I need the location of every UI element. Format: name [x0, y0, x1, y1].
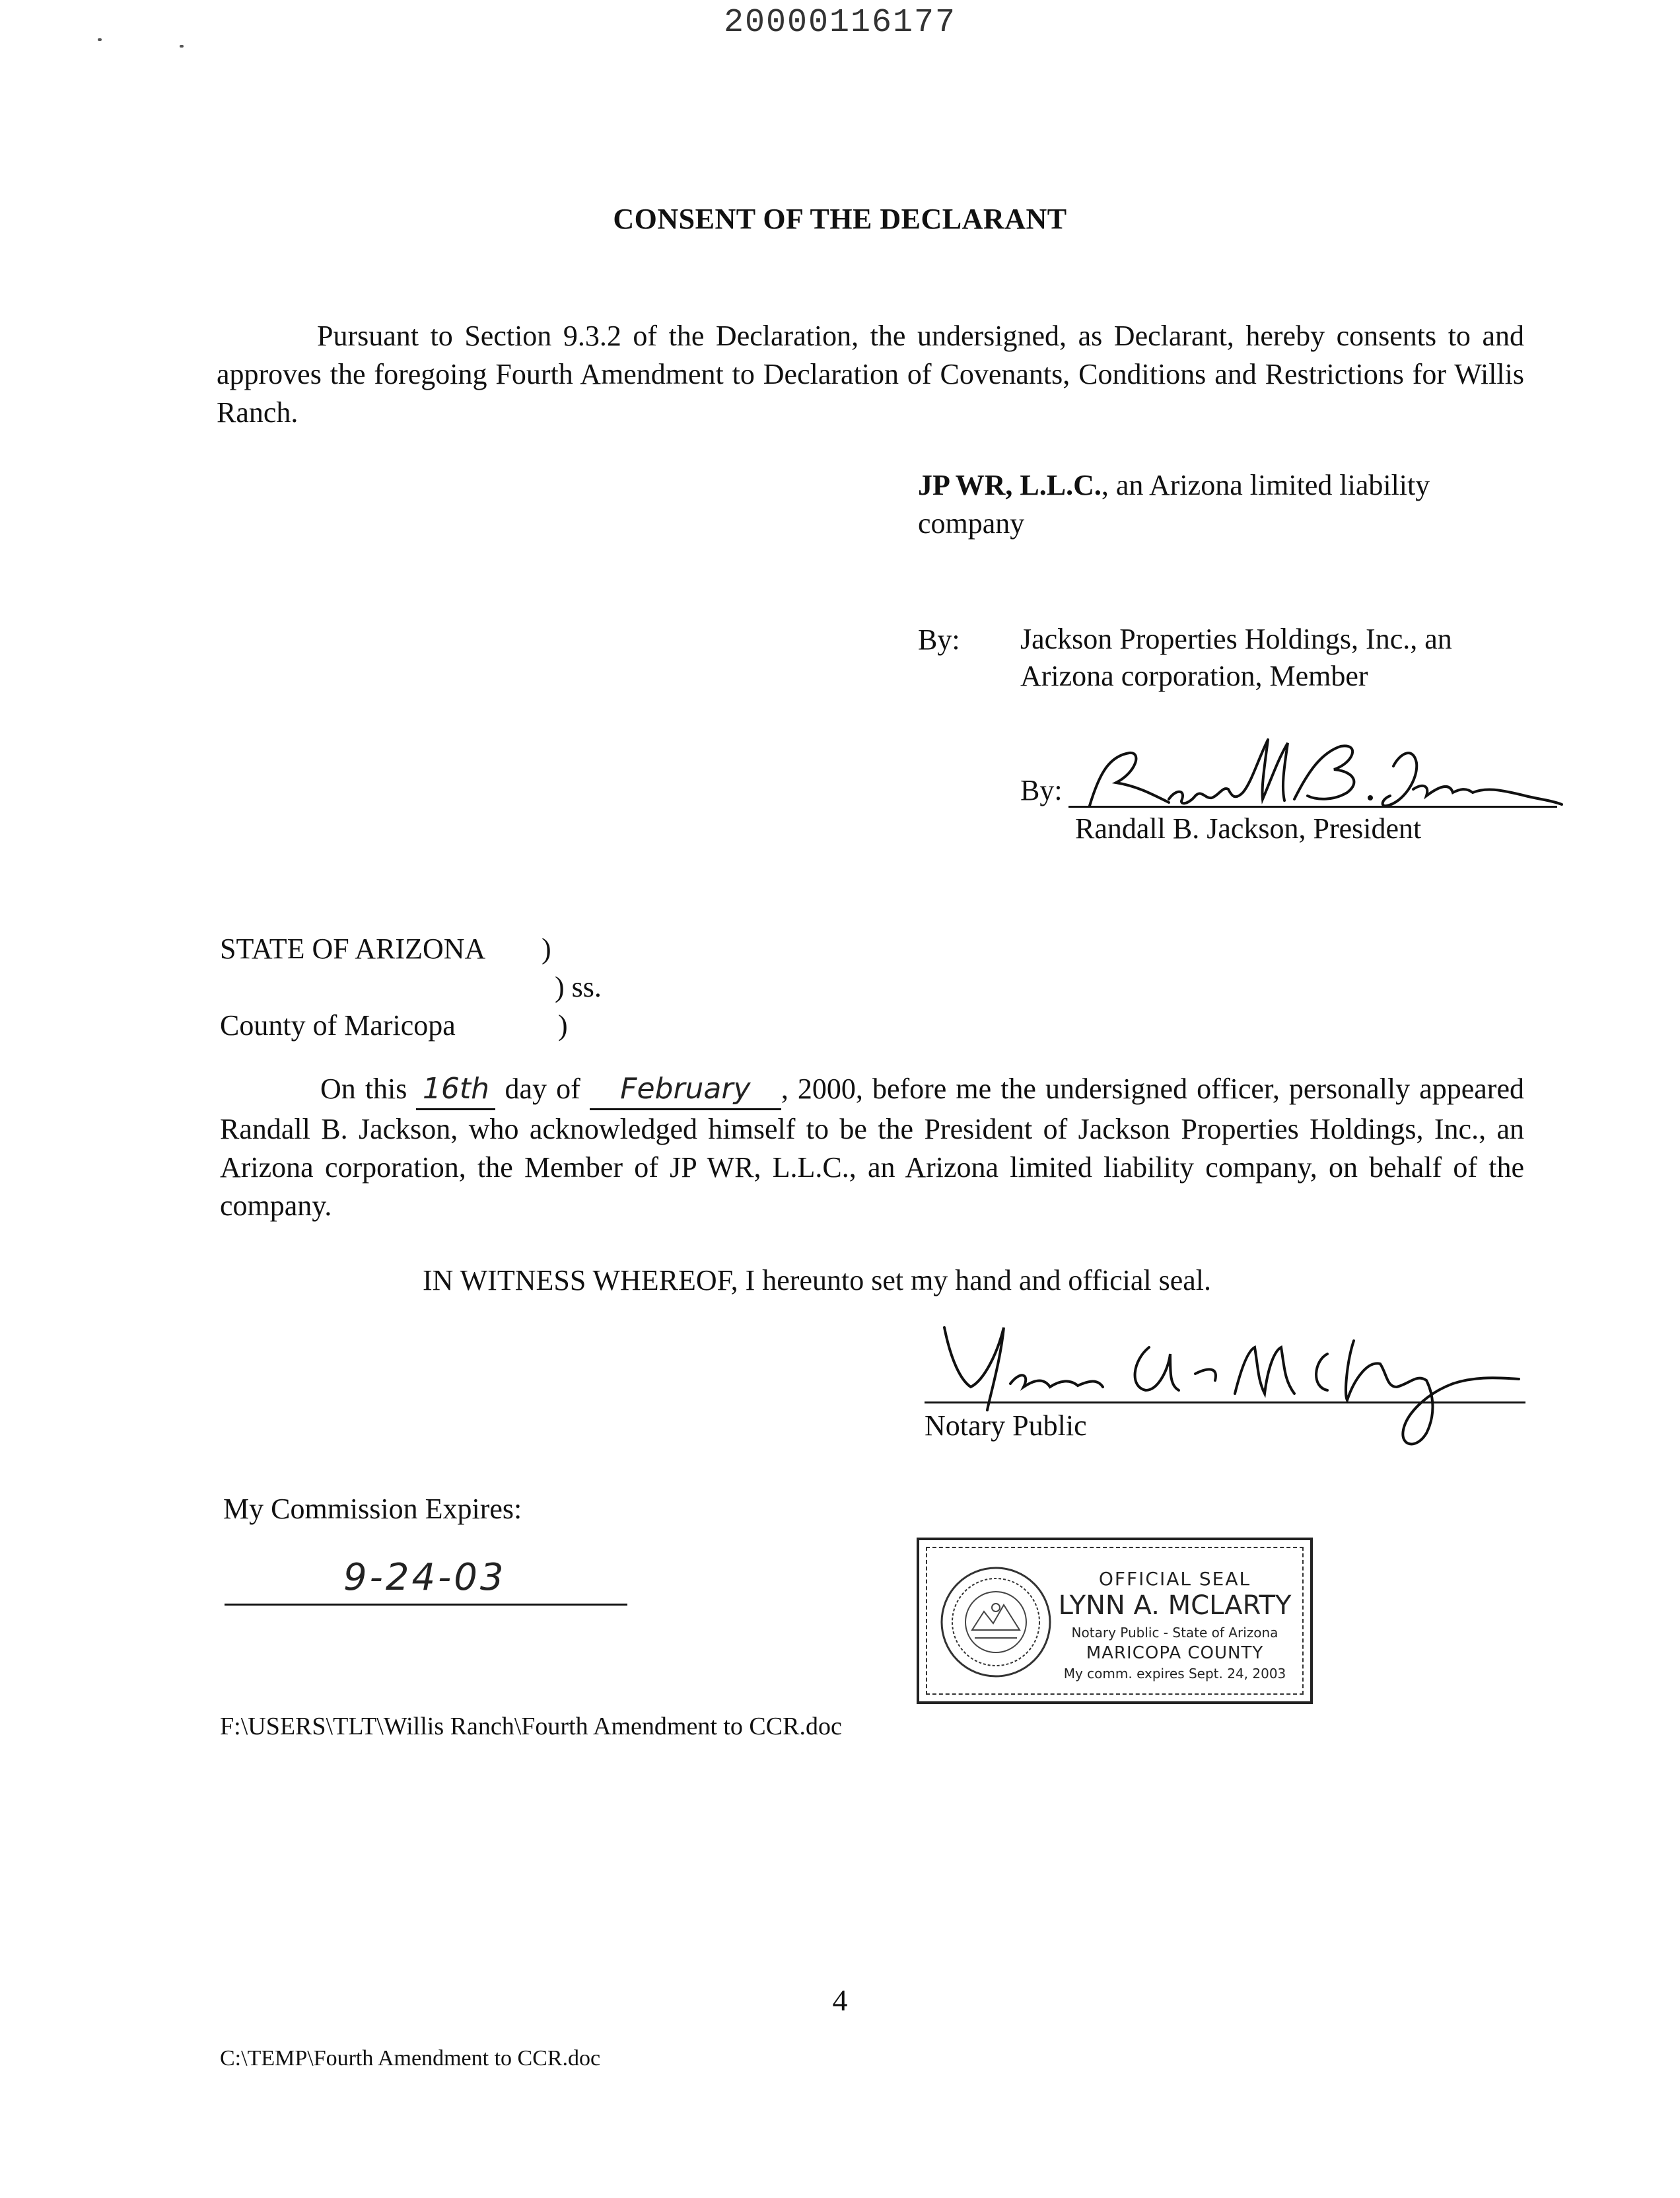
recording-number: 20000116177 — [723, 4, 957, 42]
file-path-footer: C:\TEMP\Fourth Amendment to CCR.doc — [220, 2046, 601, 2071]
seal-line-name: LYNN A. MCLARTY — [1058, 1590, 1292, 1621]
by-label-president: By: — [1020, 774, 1063, 806]
company-description: , an Arizona limited liability company — [918, 469, 1430, 540]
member-description: Jackson Properties Holdings, Inc., an Arizona corporation, Member — [1020, 623, 1452, 692]
by-label: By: — [918, 623, 960, 656]
notary-signature-line — [925, 1401, 1525, 1403]
president-signature-line — [1068, 806, 1557, 808]
consent-text: Pursuant to Section 9.3.2 of the Declaration, the undersigned, as Declarant, hereby consents to and approves the foregoing Fourth Amendment to Declaration of Covenants, Conditions and Restrictions for Willis Ranch. — [217, 320, 1524, 429]
ack-text: day of — [495, 1073, 590, 1105]
ack-day-handwritten: 16th — [416, 1070, 495, 1110]
commission-expires-label: My Commission Expires: — [223, 1493, 522, 1525]
company-name: JP WR, L.L.C. — [918, 469, 1102, 501]
venue-ss: ) ss. — [555, 971, 602, 1003]
witness-clause: IN WITNESS WHEREOF, I hereunto set my hand and official seal. — [423, 1264, 1212, 1296]
venue-county: County of Maricopa — [220, 1009, 456, 1042]
venue-paren: ) — [542, 933, 551, 965]
notary-public-label: Notary Public — [925, 1409, 1087, 1442]
file-path: F:\USERS\TLT\Willis Ranch\Fourth Amendment to CCR.doc — [220, 1713, 842, 1740]
arizona-seal-emblem-icon — [938, 1564, 1054, 1680]
ack-text: , 2000, before me the undersigned officer, personally appeared Randall B. Jackson, who acknowledged himself to be the President of Jackson Properties Holdings, Inc., an Arizona corporation, the Member of JP WR, L.L.C., an Arizona limited liability company, on behalf of the company. — [220, 1073, 1524, 1222]
ack-month-handwritten: February — [590, 1070, 781, 1110]
venue-state: STATE OF ARIZONA — [220, 933, 486, 965]
seal-line-county: MARICOPA COUNTY — [1086, 1643, 1264, 1663]
notary-seal-stamp — [917, 1538, 1313, 1704]
commission-date-line — [225, 1604, 627, 1606]
venue-paren: ) — [558, 1009, 568, 1042]
signer-name-title: Randall B. Jackson, President — [1075, 812, 1422, 845]
seal-line-expiry: My comm. expires Sept. 24, 2003 — [1063, 1666, 1286, 1682]
scan-speck — [180, 45, 184, 48]
commission-expiry-handwritten: 9-24-03 — [343, 1556, 507, 1599]
ack-text: On this — [320, 1073, 417, 1105]
page-number: 4 — [832, 1983, 848, 2017]
seal-line-official: OFFICIAL SEAL — [1098, 1568, 1251, 1590]
acknowledgment-paragraph — [220, 1070, 1524, 1225]
document-title: CONSENT OF THE DECLARANT — [613, 203, 1067, 235]
seal-line-state: Notary Public - State of Arizona — [1071, 1625, 1278, 1641]
consent-paragraph — [217, 317, 1524, 432]
company-block — [918, 466, 1532, 543]
